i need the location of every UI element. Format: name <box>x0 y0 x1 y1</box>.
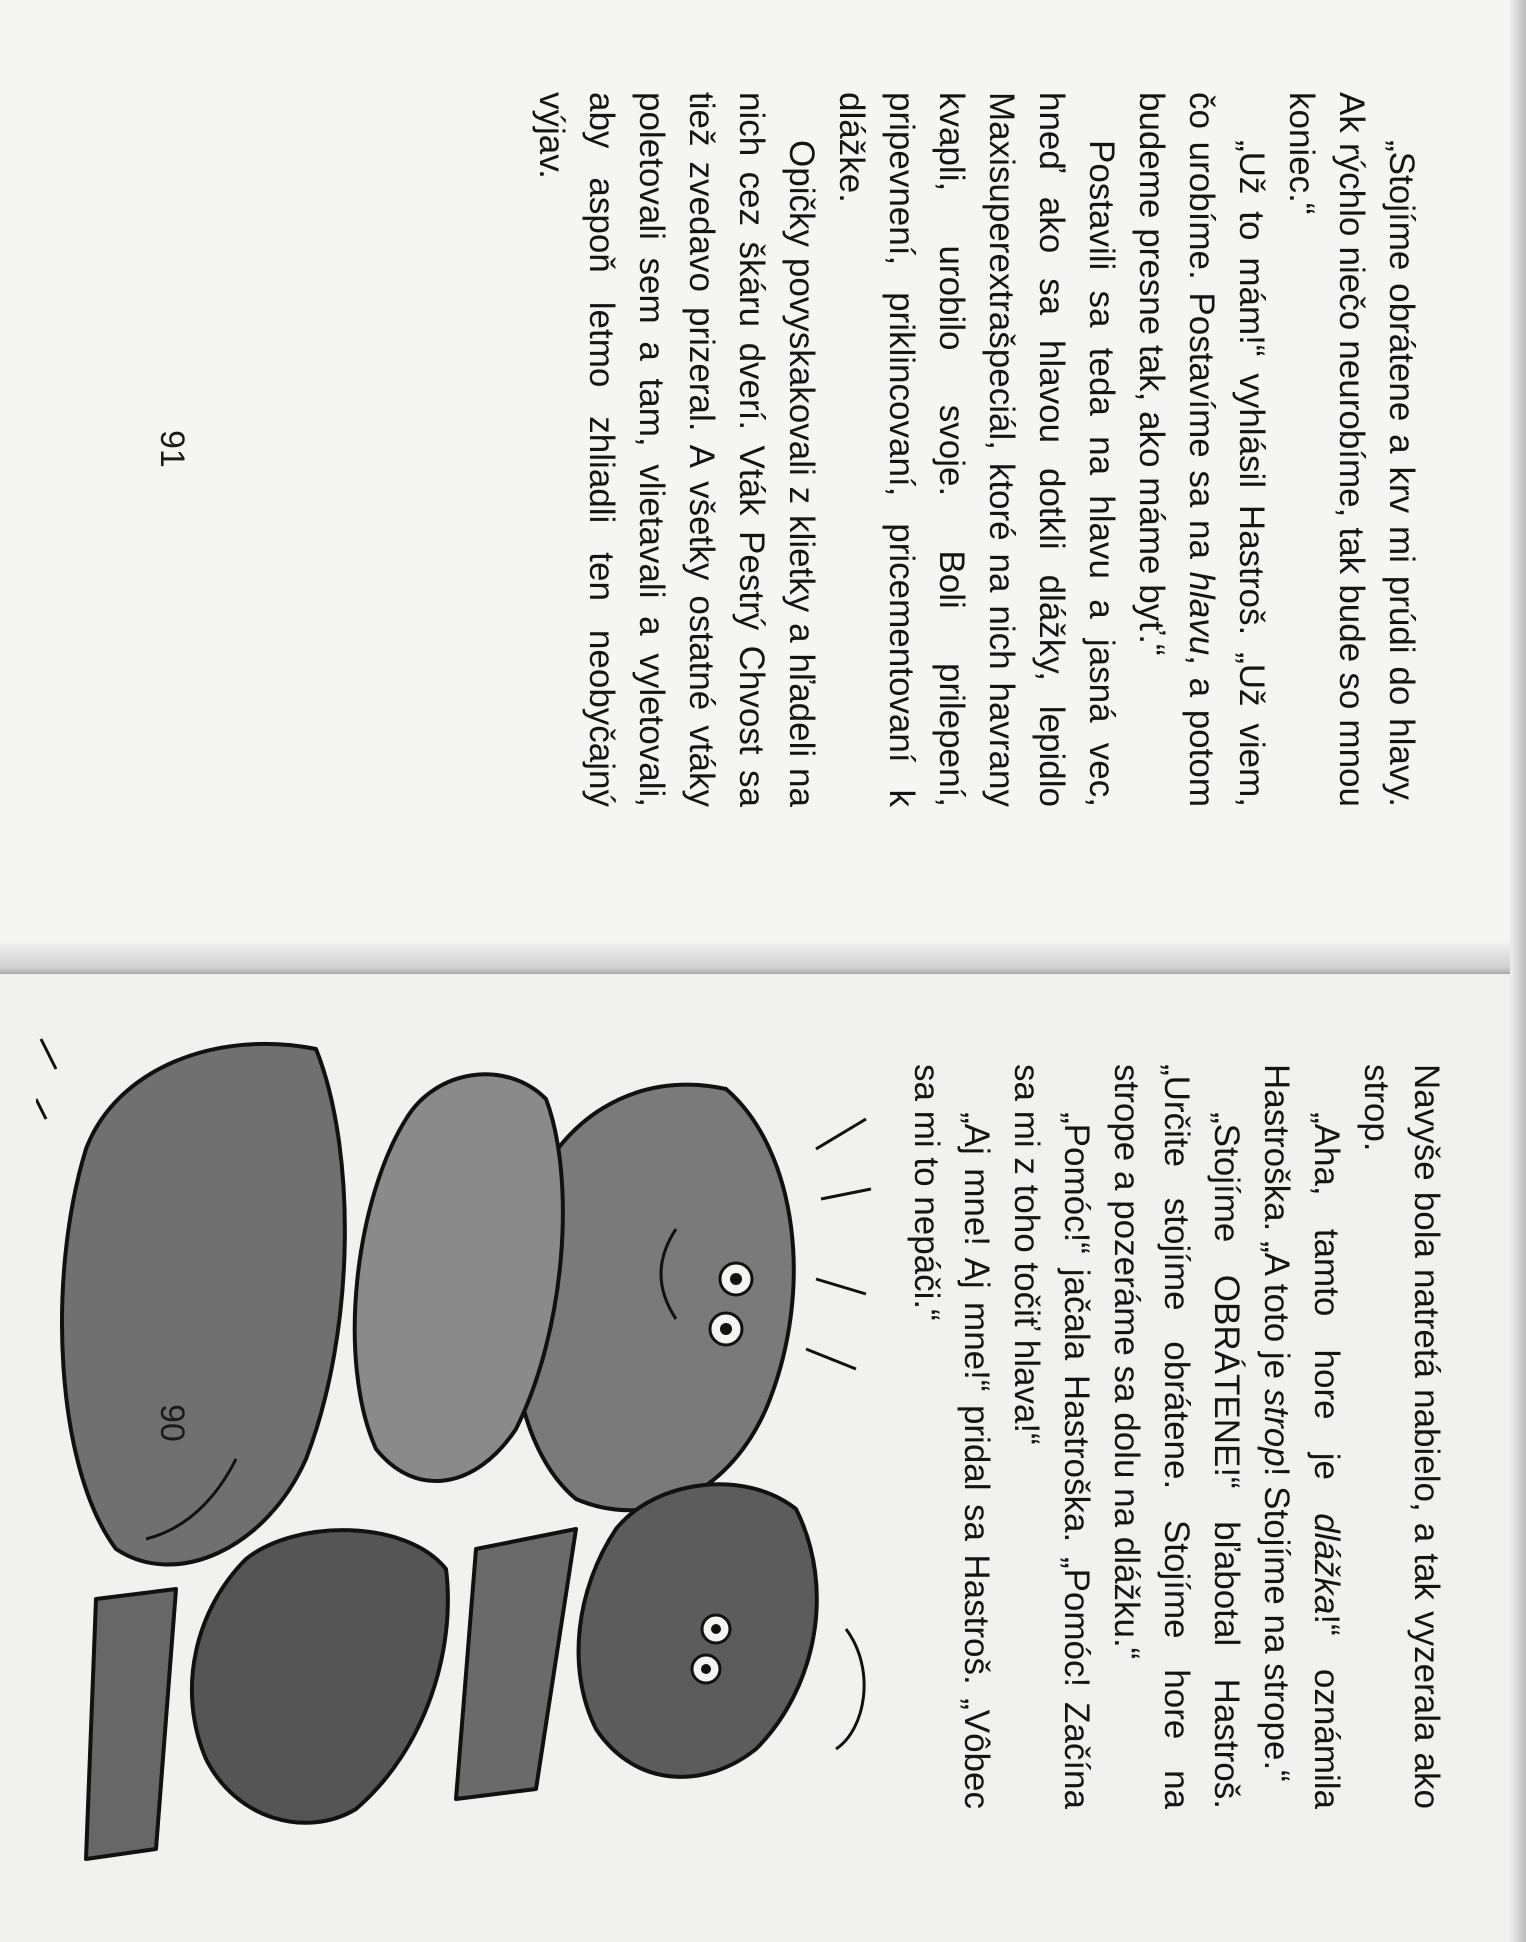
text-run: „Pomóc!“ jačala Hastroška. „Pomóc! Začína sa mi z toho točiť hlava!“ <box>1007 1064 1096 1809</box>
text-run: „Aj mne! Aj mne!“ pridal sa Hastroš. „Vôbec sa mi to nepáči.“ <box>907 1064 996 1809</box>
page-90 <box>0 974 1526 1942</box>
text-run: , a potom budeme presne tak, ako máme byť.“ <box>1132 92 1221 807</box>
paragraph <box>1101 1064 1251 1809</box>
page-top-edge <box>1510 0 1526 1942</box>
text-run: Opičky povyskakovali z klietky a hľadeli na nich cez škáru dverí. Vták Pestrý Chvost sa tiež zvedavo prizeral. A všetky ostatné vtáky poletovali sem a tam, vlietavali a vyletovali, aby aspoň letmo zhliadli ten neobyčajný výjav. <box>532 92 821 807</box>
paragraph <box>526 92 826 807</box>
paragraph <box>826 92 1126 807</box>
paragraph <box>1276 92 1426 807</box>
paragraph <box>1351 1064 1451 1809</box>
page-number: 91 <box>153 430 191 468</box>
text-run: „Už to mám!“ vyhlásil Hastroš. „Už viem, čo urobíme. Postavíme sa na <box>1182 92 1271 807</box>
paragraph <box>1126 92 1276 807</box>
text-run: „Stojíme OBRÁTENE!“ bľabotal Hastroš. „Určite stojíme obrátene. Stojíme hore na strope a pozeráme sa dolu na dlážku.“ <box>1107 1064 1246 1809</box>
text-run: Navyše bola natretá nabielo, a tak vyzerala ako strop. <box>1357 1064 1446 1809</box>
page-91-text <box>526 92 1426 807</box>
text-run: Postavili sa teda na hlavu a jasná vec, hneď ako sa hlavou dotkli dlážky, lepidlo Maxisuperextrašpeciál, ktoré na nich havrany kvapli, urobilo svoje. Boli prilepení, pripevnení, priklincovaní, pricementovaní k dlážke. <box>832 92 1121 807</box>
emphasis: dlážka <box>1307 1513 1346 1615</box>
paragraph <box>901 1064 1001 1809</box>
emphasis: hlavu <box>1182 571 1221 656</box>
paragraph <box>1001 1064 1101 1809</box>
paragraph <box>1251 1064 1351 1809</box>
text-run: ! Stojíme na strope.“ <box>1257 1466 1296 1782</box>
text-run: „Aha, tamto hore je <box>1307 1112 1346 1514</box>
text-run: !“ oznámila Hastroška. „A toto je <box>1257 1064 1346 1809</box>
text-run: „Stojíme obrátene a krv mi prúdi do hlavy. Ak rýchlo niečo neurobíme, tak bude so mnou koniec.“ <box>1282 92 1421 807</box>
illustration-upside-down-characters <box>36 1029 876 1879</box>
page-90-text <box>901 1064 1451 1809</box>
page-number: 90 <box>153 1404 191 1442</box>
page-91 <box>0 0 1526 968</box>
emphasis: strop <box>1257 1388 1296 1467</box>
